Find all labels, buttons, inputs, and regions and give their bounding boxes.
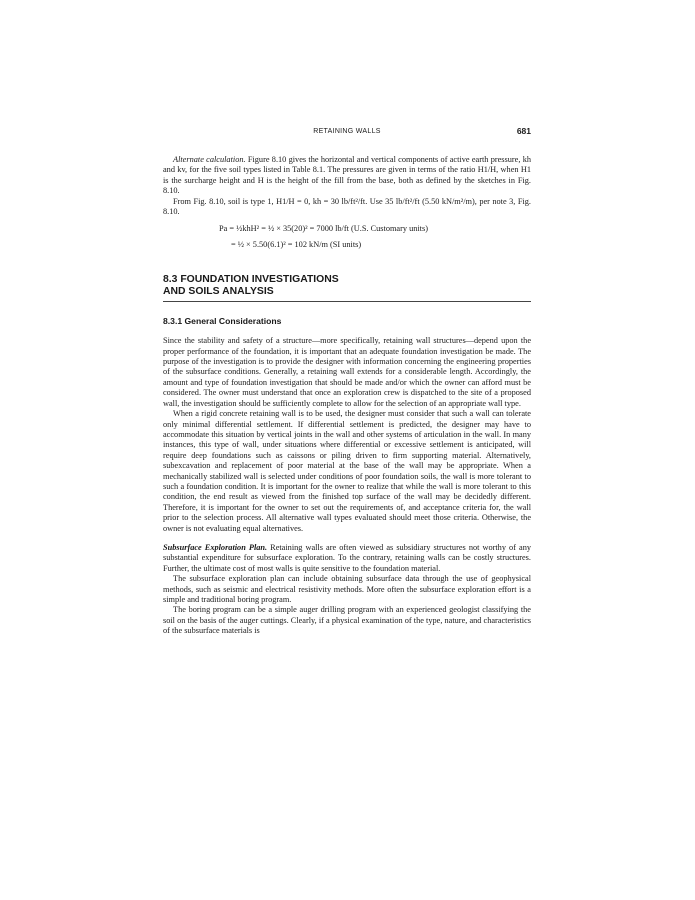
equation-us-units: Pa = ½khH² = ½ × 35(20)² = 7000 lb/ft (U.S. Customary units): [219, 224, 428, 234]
section-heading-line1: 8.3 FOUNDATION INVESTIGATIONS: [163, 274, 339, 286]
subsection-heading: 8.3.1 General Considerations: [163, 316, 282, 327]
general-considerations-paragraph: Since the stability and safety of a structure—more specifically, retaining wall structures—depend upon the proper performance of the foundation, it is important that an adequate foundation investigation be made. The purpose of the investigation is to provide the designer with information concerning the engineering properties of the subsurface conditions. Generally, a retaining wall extends for a considerable length. Accordingly, the amount and type of foundation investigation that should be made and/or which the owner can afford must be considered. The owner must understand that once an exploration crew is dispatched to the site of a proposed wall, the investigation should be sufficiently complete to allow for the selection of an appropriate wall type.: [163, 336, 531, 408]
alternate-calculation-heading: Alternate calculation.: [173, 155, 246, 164]
section-heading-line2: AND SOILS ANALYSIS: [163, 286, 274, 298]
page-number: 681: [516, 126, 531, 136]
subsurface-exploration-paragraph: [163, 543, 531, 574]
alternate-calculation-paragraph: [163, 155, 531, 197]
page-content: [163, 126, 531, 637]
rigid-wall-paragraph: When a rigid concrete retaining wall is to be used, the designer must consider that such a wall can tolerate only minimal differential settlement. If differential settlement is predicted, the designer may have to accommodate this situation by vertical joints in the wall and other systems of articulation in the wall. In many instances, this type of wall, under situations where differential or excessive settlement is anticipated, will require deep foundations such as caissons or piling driven to firm supporting material. Alternatively, subexcavation and replacement of poor material at the base of the wall may be appropriate. When a mechanically stabilized wall is selected under conditions of poor foundation soils, the wall is more tolerant to such a foundation condition. It is important for the owner to realize that while the wall is more tolerant to this condition, the end result as viewed from the finished top surface of the wall may be decidedly different. Therefore, it is important for the owner to set out the requirements of, and acceptance criteria for, the wall prior to the selection process. All alternative wall types evaluated should meet those criteria. Otherwise, the owner is not evaluating equal alternatives.: [163, 409, 531, 533]
running-header-title: RETAINING WALLS: [313, 128, 381, 135]
subsurface-exploration-text: Retaining walls are often viewed as subsidiary structures not worthy of any substantial expenditure for subsurface exploration. To the contrary, retaining walls can be costly structures. Further, the ultimate cost of most walls is quite sensitive to the foundation material.: [163, 542, 531, 573]
boring-program-paragraph: The boring program can be a simple auger drilling program with an experienced geologist classifying the soil on the basis of the auger cuttings. Clearly, if a physical examination of the type, nature, and characteristics of the subsurface materials is: [163, 605, 531, 636]
section-heading: [163, 274, 531, 302]
alternate-calculation-text: Figure 8.10 gives the horizontal and vertical components of active earth pressure, kh and kv, for the five soil types listed in Table 8.1. The pressures are given in terms of the ratio H1/H, when H1 is the surcharge height and H is the height of the fill from the base, both as defined by the sketches in Fig. 8.10.: [163, 155, 532, 196]
equation-si-units: = ½ × 5.50(6.1)² = 102 kN/m (SI units): [231, 239, 362, 249]
subsurface-exploration-heading: Subsurface Exploration Plan.: [163, 542, 268, 552]
soil-type-paragraph: From Fig. 8.10, soil is type 1, H1/H = 0, kh = 30 lb/ft²/ft. Use 35 lb/ft²/ft (5.50 kN/m²/m), per note 3, Fig. 8.10.: [163, 196, 531, 217]
exploration-plan-paragraph: The subsurface exploration plan can include obtaining subsurface data through the use of geophysical methods, such as seismic and electrical resistivity methods. More often the subsurface exploration effort is a simple and traditional boring program.: [163, 574, 531, 604]
running-header: [163, 126, 531, 140]
